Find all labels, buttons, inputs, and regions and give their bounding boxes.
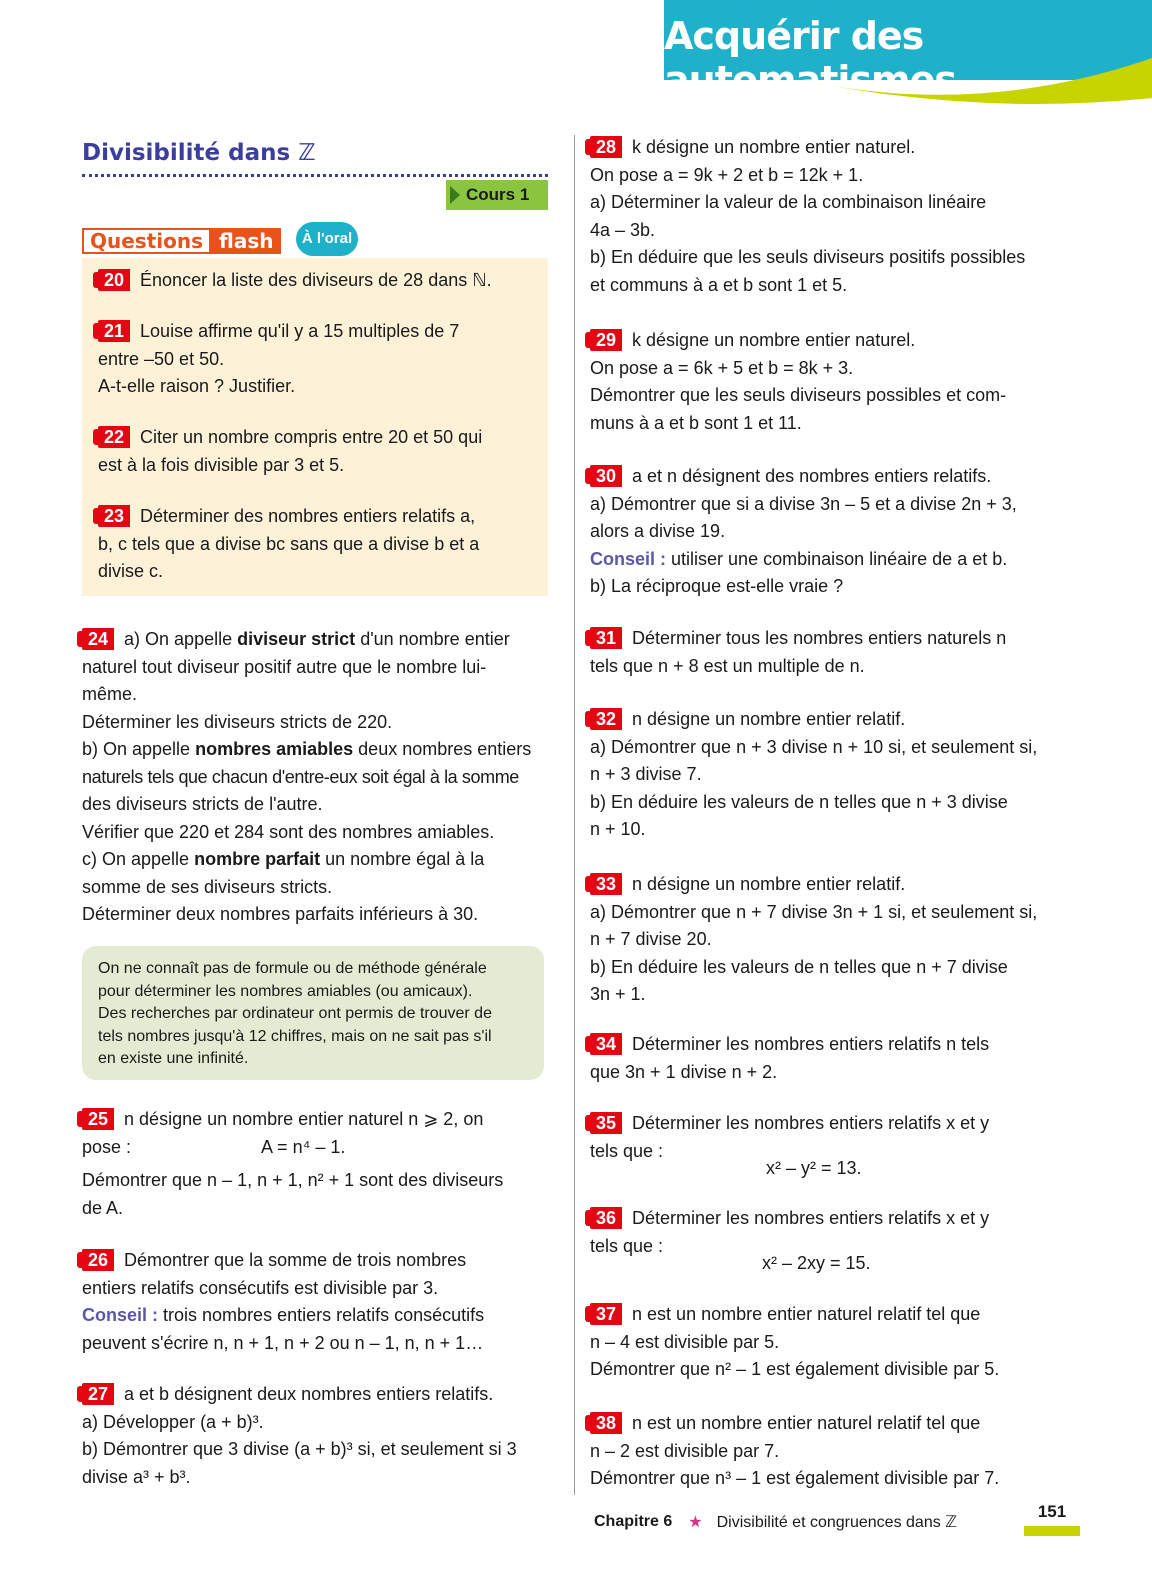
exercise-text: k désigne un nombre entier naturel. [632, 137, 916, 157]
exercise-text: et communs à a et b sont 1 et 5. [590, 274, 848, 295]
exercise-text: est à la fois divisible par 3 et 5. [98, 454, 345, 475]
conseil-label: Conseil : [82, 1305, 159, 1325]
conseil-label: Conseil : [590, 548, 667, 569]
exercise-text: n est un nombre entier naturel relatif tel que [632, 1413, 981, 1433]
exercise-text: Déterminer les nombres entiers relatifs x et y [632, 1208, 990, 1228]
exercise-number: 29 [590, 329, 622, 351]
exercise-number: 23 [98, 505, 130, 527]
info-box [82, 946, 544, 1080]
exercise-text: a et n désignent des nombres entiers relatifs. [632, 466, 992, 486]
exercise-text: n + 3 divise 7. [590, 764, 702, 784]
exercise-text: n désigne un nombre entier relatif. [632, 709, 906, 729]
exercise-31 [590, 625, 1052, 680]
exercise-text: a) On appelle [124, 629, 233, 649]
exercise-text: b) Démontrer que 3 divise (a + b)³ si, et seulement si 3 [82, 1439, 517, 1459]
exercise-number: 24 [82, 628, 114, 650]
info-text: Des recherches par ordinateur ont permis de trouver de [98, 1005, 492, 1022]
exercise-text: tels que : [590, 1235, 664, 1256]
exercise-text: Énoncer la liste des diviseurs de 28 dans ℕ. [140, 270, 492, 290]
exercise-24 [82, 626, 544, 929]
exercise-23 [98, 503, 528, 586]
exercise-36 [590, 1205, 1052, 1278]
exercise-text: On pose a = 6k + 5 et b = 8k + 3. [590, 357, 854, 378]
exercise-text: k désigne un nombre entier naturel. [632, 330, 916, 350]
exercise-text: muns à a et b sont 1 et 11. [590, 412, 802, 433]
exercise-37 [590, 1301, 1052, 1384]
exercise-27 [82, 1381, 544, 1491]
exercise-text: tels que : [590, 1140, 664, 1161]
header-title: Acquérir des automatismes [664, 14, 956, 102]
formula: x² – y² = 13. [766, 1158, 862, 1178]
exercise-25 [82, 1106, 544, 1222]
footer-title: Divisibilité et congruences dans ℤ [716, 1514, 958, 1531]
formula: A = n⁴ – 1. [261, 1136, 346, 1157]
exercise-number: 20 [98, 269, 130, 291]
exercise-text: d'un nombre entier [360, 629, 510, 649]
exercise-text: entre –50 et 50. [98, 348, 225, 369]
exercise-number: 34 [590, 1033, 622, 1055]
exercise-text: tels que n + 8 est un multiple de n. [590, 655, 865, 676]
info-text: pour déterminer les nombres amiables (ou amicaux). [98, 982, 473, 1000]
exercise-22 [98, 424, 528, 479]
exercise-text: Démontrer que n² – 1 est également divisible par 5. [590, 1359, 1000, 1379]
page-number: 151 [1037, 1502, 1067, 1521]
exercise-text: a) Démontrer que si a divise 3n – 5 et a divise 2n + 3, [590, 493, 1017, 514]
exercise-text: de A. [82, 1197, 124, 1218]
exercise-text: pose : [82, 1136, 132, 1157]
exercise-text: alors a divise 19. [590, 521, 726, 541]
exercise-text: un nombre égal à la [325, 849, 485, 869]
exercise-text: peuvent s'écrire n, n + 1, n + 2 ou n – 1, n, n + 1… [82, 1332, 484, 1353]
page-number-underline [1024, 1526, 1080, 1536]
exercise-text: naturels tels que chacun d'entre-eux soit égal à la somme [82, 766, 519, 787]
exercise-text: Déterminer deux nombres parfaits inférieurs à 30. [82, 904, 479, 924]
exercise-text: Démontrer que la somme de trois nombres [124, 1250, 467, 1270]
exercise-text: utiliser une combinaison linéaire de a et b. [671, 548, 1008, 569]
exercise-text: Citer un nombre compris entre 20 et 50 qui [140, 427, 483, 447]
exercise-33 [590, 871, 1052, 1009]
exercise-text: somme de ses diviseurs stricts. [82, 876, 333, 897]
term-nombres-amiables: nombres amiables [195, 739, 354, 759]
exercise-text: Démontrer que n³ – 1 est également divisible par 7. [590, 1468, 1000, 1488]
exercise-text: a) Démontrer que n + 7 divise 3n + 1 si, et seulement si, [590, 901, 1038, 922]
exercise-32 [590, 706, 1052, 844]
section-dotted-rule [82, 174, 548, 177]
exercise-text: que 3n + 1 divise n + 2. [590, 1061, 778, 1082]
exercise-text: c) On appelle [82, 849, 190, 869]
header-swoosh [800, 58, 1152, 104]
exercise-text: même. [82, 684, 138, 704]
exercise-26 [82, 1247, 544, 1357]
exercise-text: A-t-elle raison ? Justifier. [98, 376, 296, 396]
exercise-number: 30 [590, 465, 622, 487]
exercise-number: 37 [590, 1303, 622, 1325]
exercise-text: a et b désignent deux nombres entiers relatifs. [124, 1384, 494, 1404]
exercise-text: Déterminer des nombres entiers relatifs a, [140, 506, 476, 526]
exercise-number: 28 [590, 136, 622, 158]
exercise-number: 27 [82, 1383, 114, 1405]
exercise-text: divise c. [98, 561, 164, 581]
term-nombre-parfait: nombre parfait [194, 849, 321, 869]
exercise-20 [98, 267, 528, 295]
exercise-text: 3n + 1. [590, 984, 646, 1004]
exercise-text: entiers relatifs consécutifs est divisible par 3. [82, 1277, 439, 1298]
exercise-text: Démontrer que n – 1, n + 1, n² + 1 sont des diviseurs [82, 1170, 504, 1190]
exercise-text: n + 7 divise 20. [590, 929, 712, 949]
exercise-text: b) En déduire que les seuls diviseurs positifs possibles [590, 247, 1026, 267]
info-text: en existe une infinité. [98, 1050, 249, 1067]
exercise-text: 4a – 3b. [590, 219, 656, 240]
exercise-29 [590, 327, 1052, 437]
exercise-text: divise a³ + b³. [82, 1466, 191, 1487]
exercise-21 [98, 318, 528, 401]
flash-label-questions: Questions [82, 228, 211, 254]
exercise-text: Vérifier que 220 et 284 sont des nombres amiables. [82, 821, 495, 842]
exercise-text: b) En déduire les valeurs de n telles que n + 3 divise [590, 791, 1008, 812]
exercise-text: Déterminer tous les nombres entiers naturels n [632, 628, 1007, 648]
exercise-number: 25 [82, 1108, 114, 1130]
exercise-34 [590, 1031, 1052, 1086]
exercise-text: Déterminer les nombres entiers relatifs x et y [632, 1113, 990, 1133]
exercise-35 [590, 1110, 1052, 1183]
exercise-text: a) Développer (a + b)³. [82, 1411, 264, 1432]
exercise-text: Déterminer les diviseurs stricts de 220. [82, 711, 393, 732]
exercise-text: n + 10. [590, 819, 646, 839]
exercise-38 [590, 1410, 1052, 1493]
exercise-30 [590, 463, 1052, 601]
exercise-number: 36 [590, 1207, 622, 1229]
exercise-text: b) On appelle [82, 739, 191, 759]
exercise-text: Louise affirme qu'il y a 15 multiples de 7 [140, 321, 460, 341]
exercise-text: Déterminer les nombres entiers relatifs n tels [632, 1034, 990, 1054]
column-divider [574, 135, 575, 1495]
exercise-text: On pose a = 9k + 2 et b = 12k + 1. [590, 164, 864, 185]
exercise-text: deux nombres entiers [358, 739, 532, 759]
page-footer [594, 1512, 957, 1532]
questions-flash-label [82, 228, 281, 254]
arrow-icon [450, 186, 460, 204]
exercise-28 [590, 134, 1052, 299]
exercise-number: 33 [590, 873, 622, 895]
exercise-text: n – 2 est divisible par 7. [590, 1440, 780, 1461]
exercise-number: 35 [590, 1112, 622, 1134]
exercise-text: b) La réciproque est-elle vraie ? [590, 576, 844, 596]
star-icon: ★ [688, 1514, 703, 1531]
oral-bubble: À l'oral [296, 222, 358, 256]
formula: x² – 2xy = 15. [762, 1253, 871, 1273]
info-text: On ne connaît pas de formule ou de méthode générale [98, 960, 487, 977]
exercise-text: n est un nombre entier naturel relatif tel que [632, 1304, 981, 1324]
exercise-text: n – 4 est divisible par 5. [590, 1331, 780, 1352]
footer-chapter: Chapitre 6 [594, 1513, 673, 1530]
exercise-text: Démontrer que les seuls diviseurs possibles et com- [590, 385, 1007, 405]
exercise-text: n désigne un nombre entier naturel n ⩾ 2, on [124, 1109, 484, 1129]
exercise-number: 21 [98, 320, 130, 342]
cours-label: Cours 1 [466, 185, 530, 204]
exercise-text: a) Démontrer que n + 3 divise n + 10 si, et seulement si, [590, 736, 1038, 757]
exercise-number: 38 [590, 1412, 622, 1434]
exercise-text: des diviseurs stricts de l'autre. [82, 794, 323, 814]
exercise-text: trois nombres entiers relatifs consécutifs [163, 1305, 485, 1325]
exercise-text: naturel tout diviseur positif autre que le nombre lui- [82, 656, 487, 677]
section-title: Divisibilité dans ℤ [82, 140, 316, 166]
info-text: tels nombres jusqu'à 12 chiffres, mais on ne sait pas s'il [98, 1027, 492, 1045]
exercise-number: 22 [98, 426, 130, 448]
exercise-text: n désigne un nombre entier relatif. [632, 874, 906, 894]
exercise-text: b) En déduire les valeurs de n telles que n + 7 divise [590, 956, 1008, 977]
flash-label-flash: flash [211, 228, 281, 254]
exercise-text: a) Déterminer la valeur de la combinaison linéaire [590, 192, 987, 212]
cours-badge[interactable] [446, 180, 548, 210]
exercise-number: 31 [590, 627, 622, 649]
exercise-text: b, c tels que a divise bc sans que a divise b et a [98, 533, 480, 554]
exercise-number: 26 [82, 1249, 114, 1271]
term-diviseur-strict: diviseur strict [237, 629, 356, 649]
exercise-number: 32 [590, 708, 622, 730]
